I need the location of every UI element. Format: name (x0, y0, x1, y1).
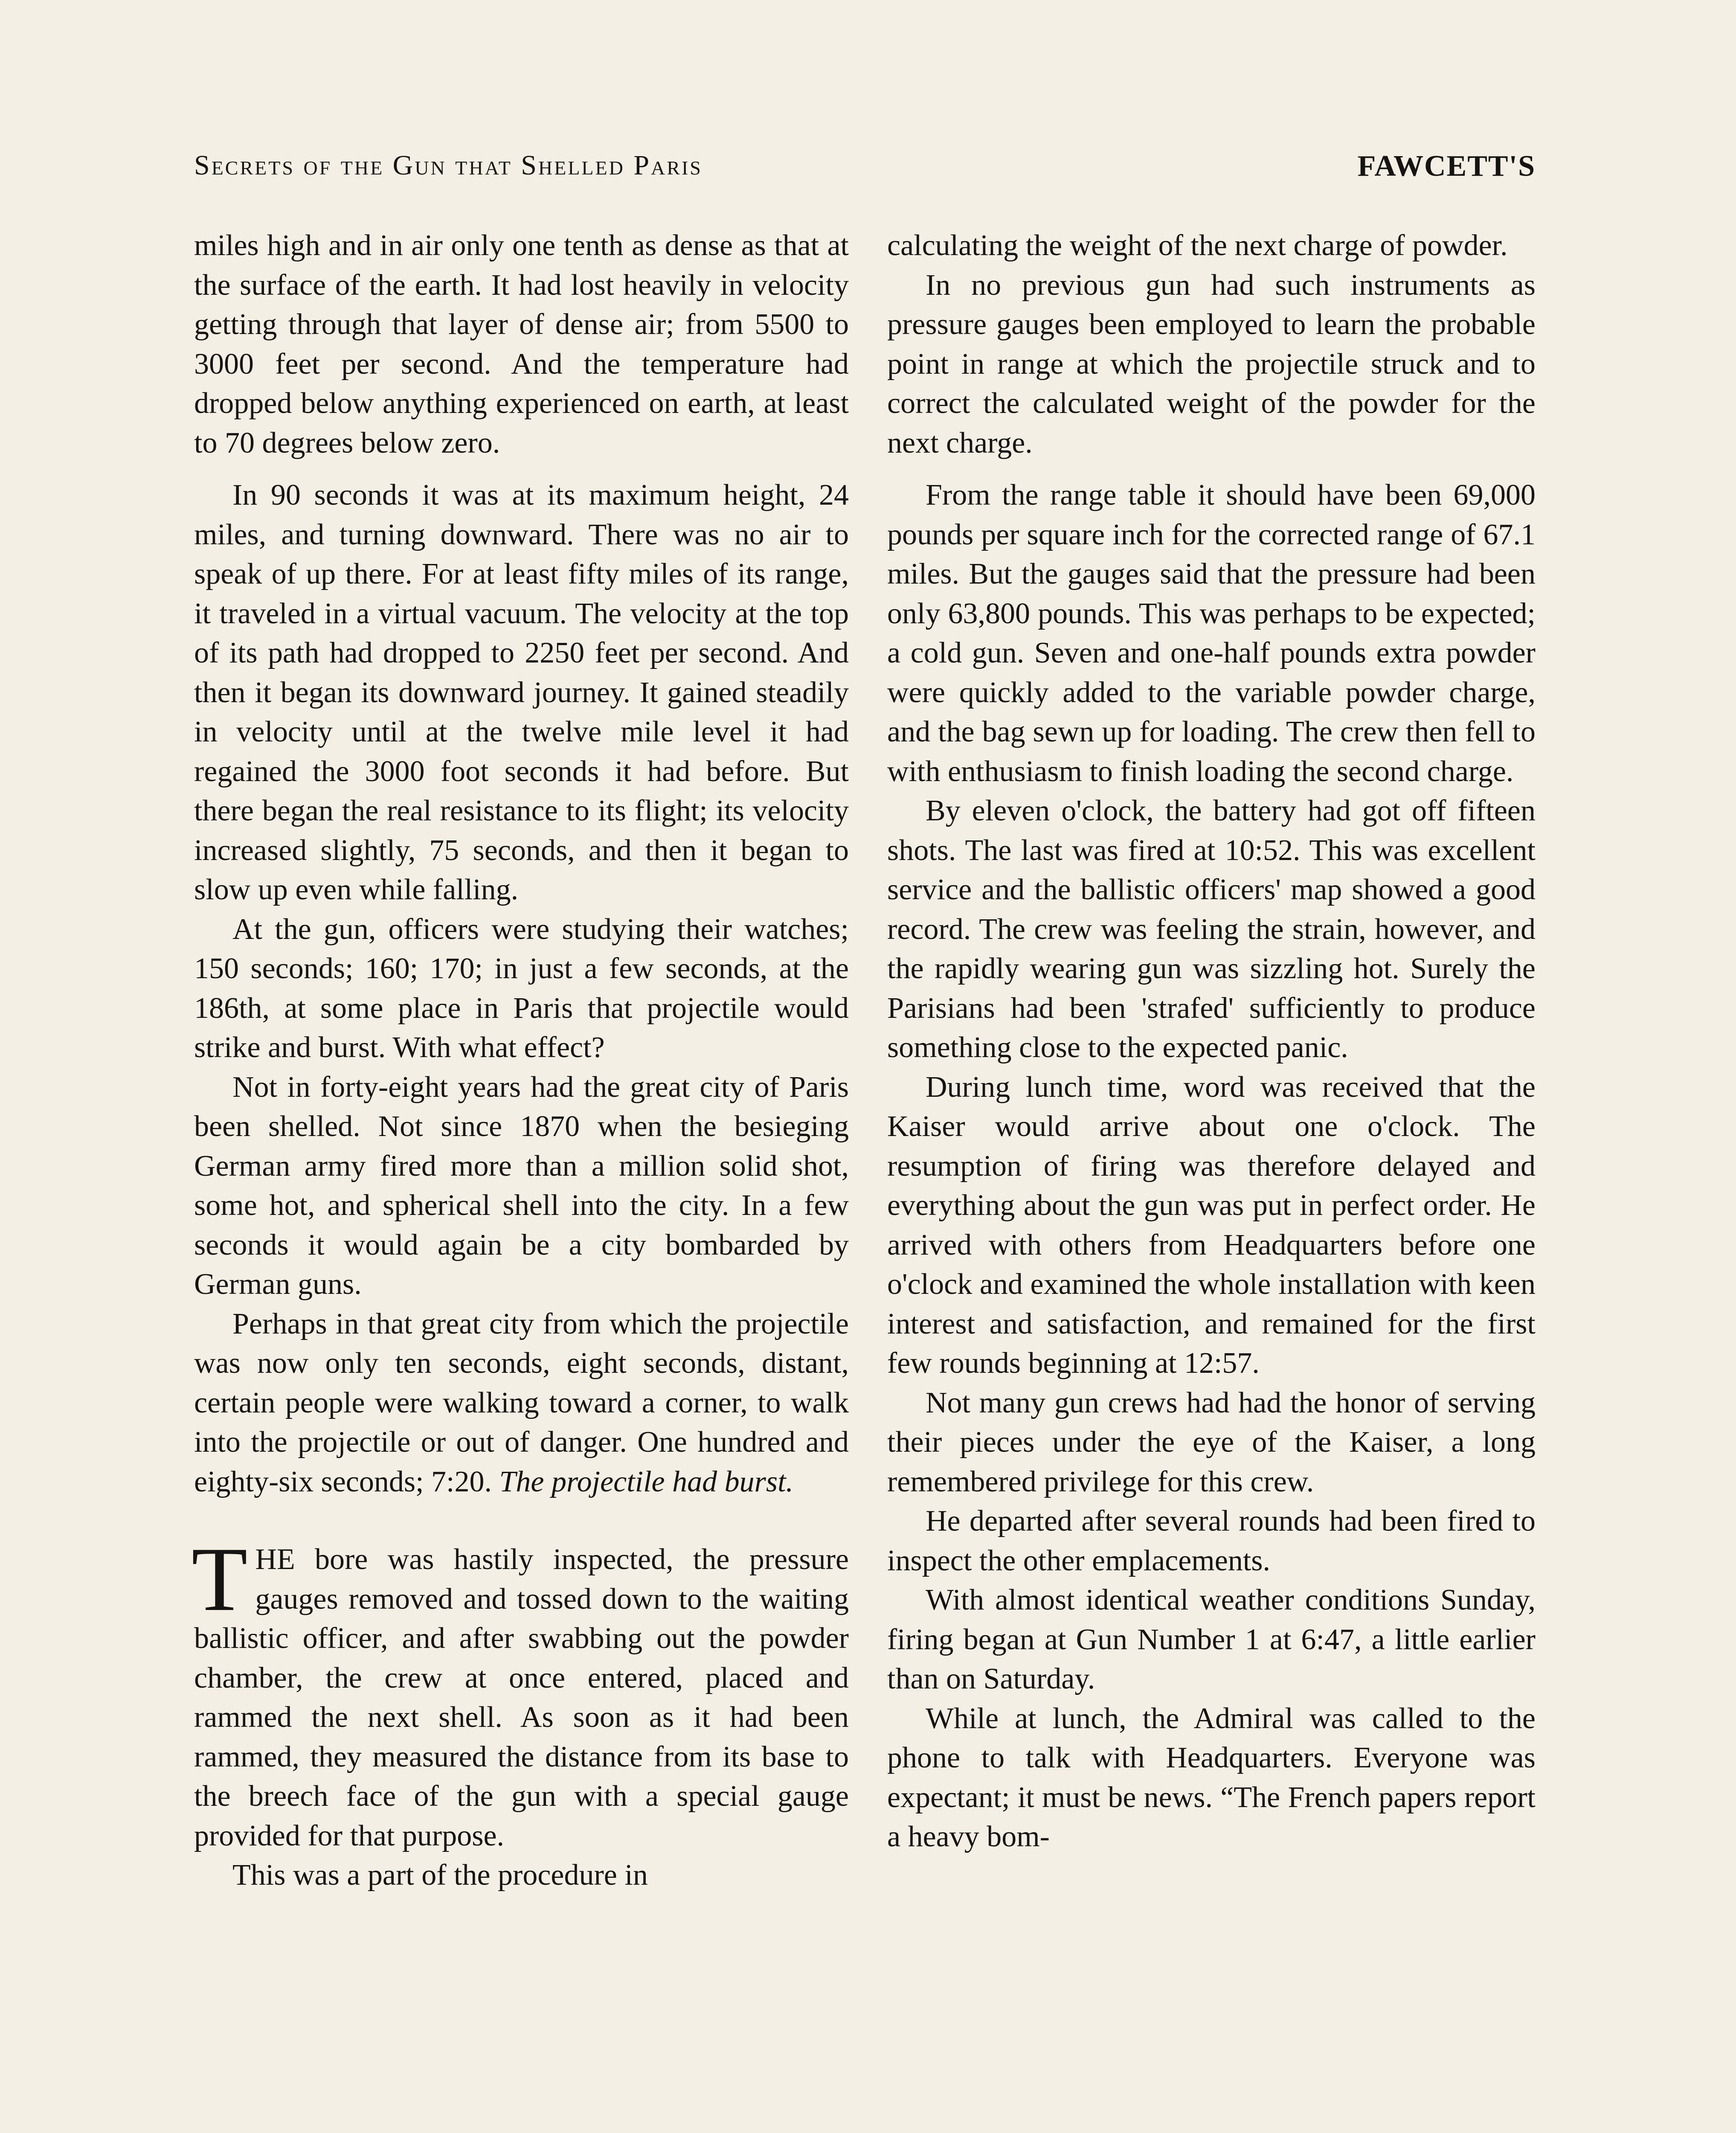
paragraph: calculating the weight of the next charge of powder. (887, 229, 1508, 262)
left-column (194, 226, 849, 1895)
magazine-name: FAWCETT'S (1357, 150, 1536, 183)
paragraph: Not in forty-eight years had the great city of Paris been shelled. Not since 1870 when the besieging German army fired more than a million solid shot, some hot, and spherical shell into the city. In a few seconds it would again be a city bombarded by German guns. (194, 1070, 849, 1301)
paragraph: He departed after several rounds had been fired to inspect the other emplacements. (887, 1505, 1536, 1577)
paragraph-dropcap (192, 1528, 849, 1856)
paragraph-text: HE bore was hastily inspected, the pressure gauges removed and tossed down to the waiting ballistic officer, and after swabbing out the powder chamber, the crew at once entered, placed and rammed the next shell. As soon as it had been rammed, they measured the distance from its base to the breech face of the gun with a special gauge provided for that purpose. (194, 1543, 849, 1852)
paragraph: At the gun, officers were studying their watches; 150 seconds; 160; 170; in just a few seconds, at the 186th, at some place in Paris that projectile would strike and burst. With what effect? (194, 912, 849, 1064)
paragraph-text: Perhaps in that great city from which the projectile was now only ten seconds, eight seconds, distant, certain people were walking toward a corner, to walk into the projectile or out of danger. One hundred and eighty-six seconds; 7:20. (194, 1307, 849, 1498)
running-head (194, 149, 1536, 188)
paragraph: In no previous gun had such instruments as pressure gauges been employed to learn the probable point in range at which the projectile struck and to correct the calculated weight of the powder for the next charge. (887, 268, 1536, 459)
right-column (887, 226, 1536, 1857)
paragraph: In 90 seconds it was at its maximum height, 24 miles, and turning downward. There was no air to speak of up there. For at least fifty miles of its range, it traveled in a virtual vacuum. The velocity at the top of its path had dropped to 2250 feet per second. And then it began its downward journey. It gained steadily in velocity until at the twelve mile level it had regained the 3000 foot seconds it had before. But there began the real resistance to its flight; its velocity increased slightly, 75 seconds, and then it began to slow up even while falling. (194, 479, 849, 906)
paragraph (194, 1305, 849, 1502)
paragraph: This was a part of the procedure in (232, 1859, 648, 1892)
article-title: Secrets of the Gun that Shelled Paris (194, 150, 703, 181)
paragraph: From the range table it should have been 69,000 pounds per square inch for the corrected range of 67.1 miles. But the gauges said that the pressure had been only 63,800 pounds. This was perhaps to be expected; a cold gun. Seven and one-half pounds extra powder were quickly added to the variable powder charge, and the bag sewn up for loading. The crew then fell to with enthusiasm to finish loading the second charge. (887, 479, 1536, 788)
paragraph: During lunch time, word was received that the Kaiser would arrive about one o'clock. The resumption of firing was therefore delayed and everything about the gun was put in perfect order. He arrived with others from Headquarters before one o'clock and examined the whole installation with keen interest and satisfaction, and remained for the first few rounds beginning at 12:57. (887, 1070, 1536, 1380)
paragraph: Not many gun crews had had the honor of serving their pieces under the eye of the Kaiser, a long remembered privilege for this crew. (887, 1386, 1536, 1498)
paragraph: By eleven o'clock, the battery had got off fifteen shots. The last was fired at 10:52. This was excellent service and the ballistic officers' map showed a good record. The crew was feeling the strain, however, and the rapidly wearing gun was sizzling hot. Surely the Parisians had been 'strafed' sufficiently to produce something close to the expected panic. (887, 794, 1536, 1064)
drop-cap: T (192, 1528, 248, 1630)
italic-text: The projectile had burst. (499, 1465, 794, 1498)
paragraph: With almost identical weather conditions Sunday, firing began at Gun Number 1 at 6:47, a little earlier than on Saturday. (887, 1584, 1536, 1695)
paragraph: miles high and in air only one tenth as dense as that at the surface of the earth. It had lost heavily in velocity getting through that layer of dense air; from 5500 to 3000 feet per second. And the temperature had dropped below anything experienced on earth, at least to 70 degrees below zero. (194, 229, 849, 459)
paragraph: While at lunch, the Admiral was called to the phone to talk with Headquarters. Everyone was expectant; it must be news. “The French papers report a heavy bom- (887, 1702, 1536, 1853)
